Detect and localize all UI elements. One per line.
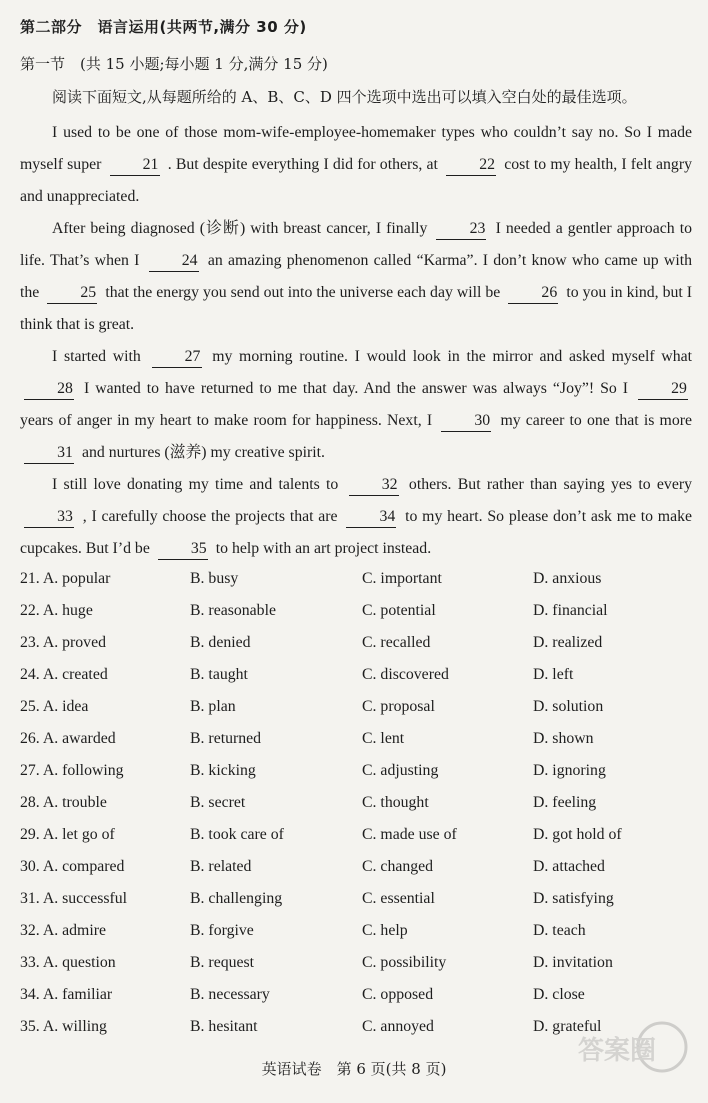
blank-21: 21 <box>110 155 160 176</box>
option-a: 31. A. successful <box>20 890 128 907</box>
option-a: 33. A. question <box>20 954 116 971</box>
section-title: 第二部分 语言运用(共两节,满分 30 分) <box>20 18 307 36</box>
option-b: B. busy <box>190 570 239 587</box>
option-d: D. shown <box>533 730 594 747</box>
option-c: C. annoyed <box>362 1018 434 1035</box>
text: I wanted to have returned to me that day. And the answer was always “Joy”! So I <box>83 380 629 397</box>
cloze-passage <box>20 117 692 565</box>
option-c: C. lent <box>362 730 405 747</box>
option-d: D. satisfying <box>533 890 614 907</box>
blank-33: 33 <box>24 507 74 528</box>
question-row <box>20 755 700 787</box>
blank-30: 30 <box>441 411 491 432</box>
option-a: 32. A. admire <box>20 922 106 939</box>
option-a: 34. A. familiar <box>20 986 113 1003</box>
question-row <box>20 915 700 947</box>
question-row <box>20 659 700 691</box>
question-row <box>20 819 700 851</box>
blank-28: 28 <box>24 379 74 400</box>
option-b: B. challenging <box>190 890 283 907</box>
option-b: B. secret <box>190 794 246 811</box>
option-c: C. made use of <box>362 826 457 843</box>
option-c: C. changed <box>362 858 434 875</box>
option-d: D. teach <box>533 922 586 939</box>
text: my career to one that is more <box>500 412 692 429</box>
option-c: C. proposal <box>362 698 435 715</box>
option-b: B. kicking <box>190 762 256 779</box>
option-a: 26. A. awarded <box>20 730 116 747</box>
option-d: D. financial <box>533 602 608 619</box>
blank-29: 29 <box>638 379 688 400</box>
option-b: B. returned <box>190 730 262 747</box>
text: that the energy you send out into the universe each day will be <box>105 284 501 301</box>
option-a: 25. A. idea <box>20 698 89 715</box>
text: cost to my health, I felt angry and unappreciated. <box>20 156 692 205</box>
option-d: D. feeling <box>533 794 597 811</box>
text: my morning routine. I would look in the mirror and asked myself what <box>212 348 692 365</box>
option-d: D. close <box>533 986 585 1003</box>
text: I started with <box>52 348 141 365</box>
blank-32: 32 <box>349 475 399 496</box>
blank-25: 25 <box>47 283 97 304</box>
blank-31: 31 <box>24 443 74 464</box>
option-d: D. attached <box>533 858 605 875</box>
option-d: D. solution <box>533 698 604 715</box>
blank-23: 23 <box>436 219 486 240</box>
option-d: D. ignoring <box>533 762 606 779</box>
option-b: B. necessary <box>190 986 270 1003</box>
question-row <box>20 595 700 627</box>
blank-27: 27 <box>152 347 202 368</box>
question-row <box>20 851 700 883</box>
text: an amazing phenomenon called “Karma”. I don’t know who came up with the <box>20 252 693 301</box>
paragraph-4 <box>20 469 692 565</box>
text: and nurtures (滋养) my creative spirit. <box>81 444 325 461</box>
paragraph-3 <box>20 341 692 469</box>
option-d: D. got hold of <box>533 826 622 843</box>
option-b: B. reasonable <box>190 602 276 619</box>
option-d: D. anxious <box>533 570 602 587</box>
blank-26: 26 <box>508 283 558 304</box>
option-d: D. invitation <box>533 954 613 971</box>
option-b: B. hesitant <box>190 1018 258 1035</box>
answer-options <box>20 563 700 1043</box>
text: to you in kind, but I think that is great. <box>20 284 693 333</box>
option-d: D. left <box>533 666 574 683</box>
watermark-logo <box>532 1009 702 1099</box>
option-c: C. help <box>362 922 408 939</box>
question-row <box>20 883 700 915</box>
option-c: C. recalled <box>362 634 431 651</box>
option-a: 27. A. following <box>20 762 124 779</box>
text: I needed a gentler approach to life. That’s when I <box>20 220 692 269</box>
question-row <box>20 563 700 595</box>
option-c: C. adjusting <box>362 762 439 779</box>
page-footer: 英语试卷 第 6 页(共 8 页) <box>261 1060 447 1078</box>
text: I used to be one of those mom-wife-employee-homemaker types who couldn’t say no. So I made myself super <box>20 124 692 173</box>
option-c: C. opposed <box>362 986 434 1003</box>
question-row <box>20 979 700 1011</box>
text: years of anger in my heart to make room for happiness. Next, I <box>20 412 433 429</box>
text: to help with an art project instead. <box>215 540 432 557</box>
paragraph-1 <box>20 117 692 213</box>
option-b: B. request <box>190 954 255 971</box>
option-d: D. realized <box>533 634 603 651</box>
option-c: C. possibility <box>362 954 447 971</box>
option-b: B. taught <box>190 666 248 683</box>
question-row <box>20 947 700 979</box>
option-b: B. related <box>190 858 252 875</box>
option-d: D. grateful <box>533 1018 602 1035</box>
option-a: 23. A. proved <box>20 634 106 651</box>
text: . But despite everything I did for others, at <box>167 156 438 173</box>
blank-24: 24 <box>149 251 199 272</box>
question-row <box>20 787 700 819</box>
part-title: 第一节 (共 15 小题;每小题 1 分,满分 15 分) <box>20 55 328 73</box>
watermark-text: 答案圈 <box>577 1036 657 1066</box>
question-row <box>20 627 700 659</box>
option-c: C. discovered <box>362 666 449 683</box>
option-c: C. thought <box>362 794 429 811</box>
option-b: B. denied <box>190 634 251 651</box>
blank-22: 22 <box>446 155 496 176</box>
text: After being diagnosed (诊断) with breast cancer, I finally <box>52 220 428 237</box>
option-c: C. potential <box>362 602 436 619</box>
question-row <box>20 691 700 723</box>
option-b: B. forgive <box>190 922 254 939</box>
text: , I carefully choose the projects that are <box>82 508 338 525</box>
blank-34: 34 <box>346 507 396 528</box>
option-a: 35. A. willing <box>20 1018 107 1035</box>
option-b: B. plan <box>190 698 236 715</box>
option-a: 22. A. huge <box>20 602 93 619</box>
option-a: 29. A. let go of <box>20 826 115 843</box>
option-b: B. took care of <box>190 826 284 843</box>
question-row <box>20 723 700 755</box>
option-a: 30. A. compared <box>20 858 125 875</box>
option-c: C. essential <box>362 890 435 907</box>
option-c: C. important <box>362 570 442 587</box>
directions: 阅读下面短文,从每题所给的 A、B、C、D 四个选项中选出可以填入空白处的最佳选项。 <box>52 88 637 106</box>
option-a: 24. A. created <box>20 666 108 683</box>
blank-35: 35 <box>158 539 208 560</box>
text: others. But rather than saying yes to every <box>408 476 692 493</box>
text: to my heart. So please don’t ask me to make cupcakes. But I’d be <box>20 508 693 557</box>
paragraph-2 <box>20 213 692 341</box>
text: I still love donating my time and talents to <box>52 476 339 493</box>
option-a: 28. A. trouble <box>20 794 107 811</box>
option-a: 21. A. popular <box>20 570 111 587</box>
